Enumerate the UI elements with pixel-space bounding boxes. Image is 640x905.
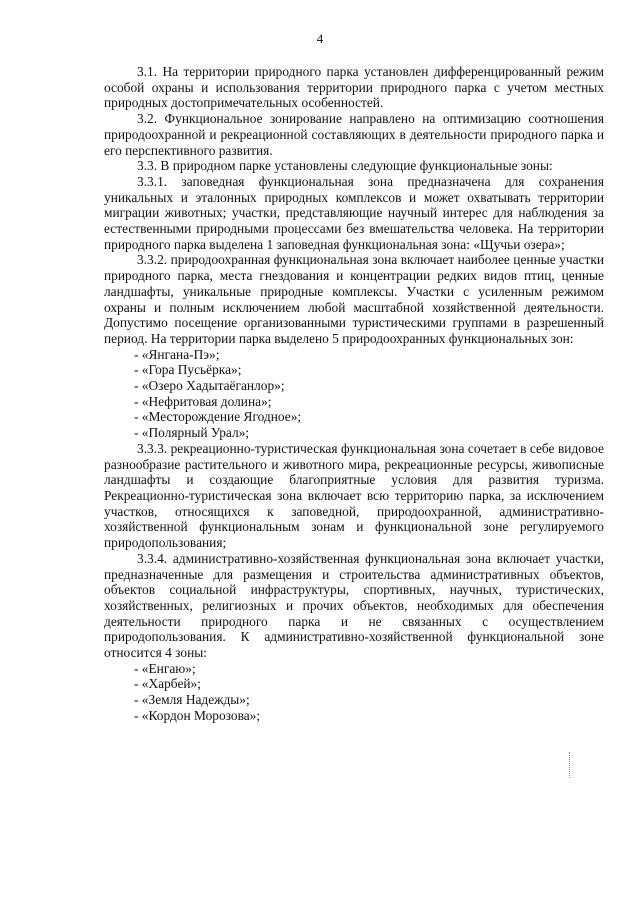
paragraph-3-3: 3.3. В природном парке установлены следующие функциональные зоны: [137, 158, 553, 174]
list-item: - «Месторождение Ягодное»; [134, 409, 302, 425]
paragraph-3-1: 3.1. На территории природного парка установлен дифференцированный режим особой охраны и использования территории природного парка с учетом местных природных достопримечательных особенностей. [104, 64, 604, 111]
scan-artifact-mark [569, 752, 571, 778]
paragraph-3-2: 3.2. Функциональное зонирование направлено на оптимизацию соотношения природоохранной и рекреационной составляющих в деятельности природного парка и его перспективного развития. [104, 111, 604, 158]
list-item: - «Янгана-Пэ»; [134, 346, 220, 362]
list-item: - «Гора Пусьёрка»; [134, 362, 242, 378]
list-item: - «Земля Надежды»; [134, 692, 250, 708]
list-item: - «Кордон Морозова»; [134, 707, 261, 723]
paragraph-3-3-4: 3.3.4. административно-хозяйственная функциональная зона включает участки, предназначенные для размещения и строительства административных объектов, объектов социальной инфраструктуры, спортивных, научных, туристических, хозяйственных, религиозных и прочих объектов, необходимых для обеспечения деятельности природного парка и не связанных с осуществлением природопользования. К административно-хозяйственной функциональной зоне относится 4 зоны: [104, 550, 604, 661]
list-item: - «Енгаю»; [134, 660, 196, 676]
page-number: 4 [316, 31, 324, 46]
protected-zones-list [104, 347, 604, 441]
paragraph-3-3-1: 3.3.1. заповедная функциональная зона предназначена для сохранения уникальных и эталонных природных комплексов и может охватывать территории миграции животных; участки, представляющие научный интерес для наблюдения за естественными природными процессами без вмешательства человека. На территории природного парка выделена 1 заповедная функциональная зона: «Щучьи озера»; [104, 173, 604, 252]
paragraph-3-3-2: 3.3.2. природоохранная функциональная зона включает наиболее ценные участки природного парка, места гнездования и концентрации редких видов птиц, ценные ландшафты, уникальные природные комплексы. Участки с усиленным режимом охраны и полным исключением любой масштабной хозяйственной деятельности. Допустимо посещение организованными туристическими группами в разрешенный период. На территории парка выделено 5 природоохранных функциональных зон: [104, 252, 604, 346]
paragraph-3-3-3: 3.3.3. рекреационно-туристическая функциональная зона сочетает в себе видовое разнообразие растительного и животного мира, рекреационные ресурсы, живописные ландшафты и создающие благоприятные условия для развития туризма. Рекреационно-туристическая зона включает всю территорию парка, за исключением участков, относящихся к заповедной, природоохранной, административно-хозяйственной функциональным зонам и функциональной зоне регулируемого природопользования; [104, 440, 604, 551]
administrative-zones-list [104, 661, 604, 724]
list-item: - «Нефритовая долина»; [134, 393, 272, 409]
document-body [104, 64, 604, 724]
list-item: - «Озеро Хадытаёганлор»; [134, 378, 285, 394]
list-item: - «Харбей»; [134, 676, 201, 692]
list-item: - «Полярный Урал»; [134, 425, 250, 441]
